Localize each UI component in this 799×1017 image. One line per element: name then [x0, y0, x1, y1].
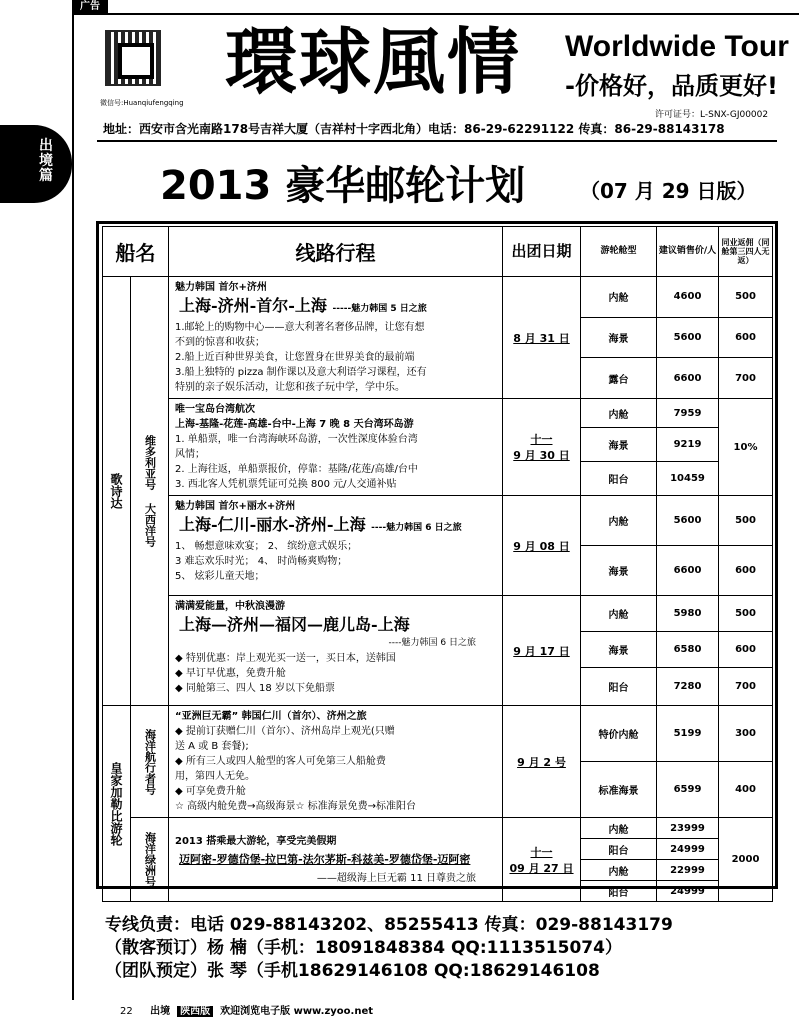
contact-line: 专线负责：电话 029-88143202、85255413 传真：029-88143179	[105, 915, 673, 935]
route-1-date: 8 月 31 日	[503, 277, 581, 399]
refund: 300	[719, 706, 773, 762]
refund: 2000	[719, 818, 773, 902]
price: 5600	[657, 496, 719, 546]
price: 6600	[657, 358, 719, 399]
section-tab-label: 出 境 篇	[39, 138, 53, 184]
route-3-date: 9 月 08 日	[503, 496, 581, 596]
cabin: 阳台	[581, 668, 657, 706]
price: 5980	[657, 596, 719, 632]
contact-line: （团队预定）张 琴（手机18629146108 QQ:18629146108	[105, 961, 600, 981]
refund: 600	[719, 632, 773, 668]
ship-costa-victoria: 维多利亚号 大西洋号	[131, 277, 169, 706]
cabin: 海景	[581, 546, 657, 596]
price: 24999	[657, 839, 719, 860]
route-2: 唯一宝岛台湾航次 上海-基隆-花莲-高雄-台中-上海 7 晚 8 天台湾环岛游 1. 单船票，唯一台湾海峡环岛游，一次性深度体验台湾 风情； 2. 上海往返，单船票报价，停靠：基隆/花莲/高雄/台中 3. 西北客人凭机票凭证可兑换 800 元/人交通补贴	[169, 399, 503, 496]
price: 7280	[657, 668, 719, 706]
price: 5600	[657, 317, 719, 358]
footer-text: 欢迎浏览电子版 www.zyoo.net	[220, 1006, 374, 1017]
section-tab	[0, 125, 72, 203]
page-title-version: （07 月 29 日版）	[580, 179, 757, 203]
price: 9219	[657, 428, 719, 462]
ad-tag: 广告	[72, 0, 108, 13]
route-6-date: 十一 09 月 27 日	[503, 818, 581, 902]
cabin: 海景	[581, 632, 657, 668]
route-2-date: 十一 9 月 30 日	[503, 399, 581, 496]
cabin: 阳台	[581, 839, 657, 860]
price: 4600	[657, 277, 719, 318]
header-date: 出团日期	[503, 227, 581, 277]
qr-code-center	[118, 43, 154, 79]
route-6: 2013 搭乘最大游轮，享受完美假期 迈阿密-罗德岱堡-拉巴第-法尔茅斯-科兹美-罗德岱堡-迈阿密 ——超级海上巨无霸 11 日尊贵之旅	[169, 818, 503, 902]
refund: 500	[719, 596, 773, 632]
header-divider	[97, 140, 777, 142]
price: 6600	[657, 546, 719, 596]
route-4-date: 9 月 17 日	[503, 596, 581, 706]
cabin: 内舱	[581, 277, 657, 318]
refund: 400	[719, 762, 773, 818]
table-header-row	[103, 227, 773, 277]
refund: 600	[719, 317, 773, 358]
edition-badge: 陕西版	[177, 1006, 213, 1017]
page-number: 22	[120, 1006, 133, 1017]
brand-slogan: -价格好，品质更好!	[565, 72, 778, 100]
cabin: 海景	[581, 428, 657, 462]
refund: 500	[719, 277, 773, 318]
price: 24999	[657, 881, 719, 902]
cruise-table	[102, 226, 773, 902]
cabin: 阳台	[581, 881, 657, 902]
header-route: 线路行程	[169, 227, 503, 277]
cabin: 特价内舱	[581, 706, 657, 762]
route-1: 魅力韩国 首尔+济州 上海-济州-首尔-上海 -----魅力韩国 5 日之旅 1.邮轮上的购物中心——意大利著名奢侈品牌，让您有想 不到的惊喜和收获； 2.船上近百种世界美食，让您置身在世界美食的最前端 3.船上独特的 pizza 制作课以及意大利语学习课程，还有 特别的亲子娱乐活动，让您和孩子玩中学，学中乐。	[169, 277, 503, 399]
footer-section: 出境	[150, 1006, 171, 1017]
cabin: 标准海景	[581, 762, 657, 818]
contact-block	[105, 914, 673, 983]
header-cabin: 游轮舱型	[581, 227, 657, 277]
brand-name: 環球風情	[225, 19, 522, 104]
price: 6580	[657, 632, 719, 668]
refund: 700	[719, 668, 773, 706]
contact-line: （散客预订）杨 楠（手机：18091848384 QQ:1113515074）	[105, 938, 622, 958]
cabin: 内舱	[581, 496, 657, 546]
route-3: 魅力韩国 首尔+丽水+济州 上海-仁川-丽水-济州-上海 ----魅力韩国 6 日之旅 1、 畅想意味欢宴； 2、 缤纷意式娱乐； 3 难忘欢乐时光； 4、 时尚畅爽购物； 5、 炫彩儿童天地；	[169, 496, 503, 596]
ship-voyager-of-the-seas: 海洋航行者号	[131, 706, 169, 818]
left-rule	[72, 15, 74, 1000]
price: 23999	[657, 818, 719, 839]
cabin: 内舱	[581, 596, 657, 632]
route-5: “亚洲巨无霸” 韩国仁川（首尔）、济州之旅 ◆ 提前订获赠仁川（首尔）、济州岛岸上观光(只赠 送 A 或 B 套餐); ◆ 所有三人或四人舱型的客人可免第三人船舱费 用，第四人无免。 ◆ 可享免费升舱 ☆ 高级内舱免费→高级海景☆ 标准海景免费→标准阳台	[169, 706, 503, 818]
cabin: 露台	[581, 358, 657, 399]
price: 5199	[657, 706, 719, 762]
refund: 500	[719, 496, 773, 546]
brand-english: Worldwide Tour	[565, 30, 789, 63]
cabin: 内舱	[581, 860, 657, 881]
address-line: 地址：西安市含光南路178号吉祥大厦（吉祥村十字西北角）电话：86-29-62291122 传真：86-29-88143178	[103, 122, 725, 136]
wechat-id: 微信号:Huanqiufengqing	[100, 99, 184, 107]
cruise-line-royal-caribbean: 皇家加勒比游轮	[103, 706, 131, 902]
page-title: 2013 豪华邮轮计划	[160, 163, 526, 209]
price: 22999	[657, 860, 719, 881]
route-5-date: 9 月 2 号	[503, 706, 581, 818]
route-4: 满满爱能量，中秋浪漫游 上海—济州—福冈—鹿儿岛-上海 ----魅力韩国 6 日之旅 ◆ 特别优惠：岸上观光买一送一，买日本，送韩国 ◆ 早订早优惠，免费升舱 ◆ 同舱第三、四人 18 岁以下免船票	[169, 596, 503, 706]
ship-oasis-of-the-seas: 海洋绿洲号	[131, 818, 169, 902]
page-footer	[120, 1002, 373, 1017]
header-refund: 同业返佣（同舱第三四人无返）	[719, 227, 773, 277]
cabin: 阳台	[581, 462, 657, 496]
header-ship: 船名	[103, 227, 169, 277]
header-price: 建议销售价/人	[657, 227, 719, 277]
top-rule	[72, 13, 799, 15]
license-number: 许可证号：L-SNX-GJ00002	[655, 110, 769, 120]
price: 6599	[657, 762, 719, 818]
refund: 10%	[719, 399, 773, 496]
cabin: 内舱	[581, 399, 657, 428]
cruise-line-costa: 歌诗达	[103, 277, 131, 706]
price: 7959	[657, 399, 719, 428]
cabin: 内舱	[581, 818, 657, 839]
cabin: 海景	[581, 317, 657, 358]
price: 10459	[657, 462, 719, 496]
refund: 700	[719, 358, 773, 399]
refund: 600	[719, 546, 773, 596]
